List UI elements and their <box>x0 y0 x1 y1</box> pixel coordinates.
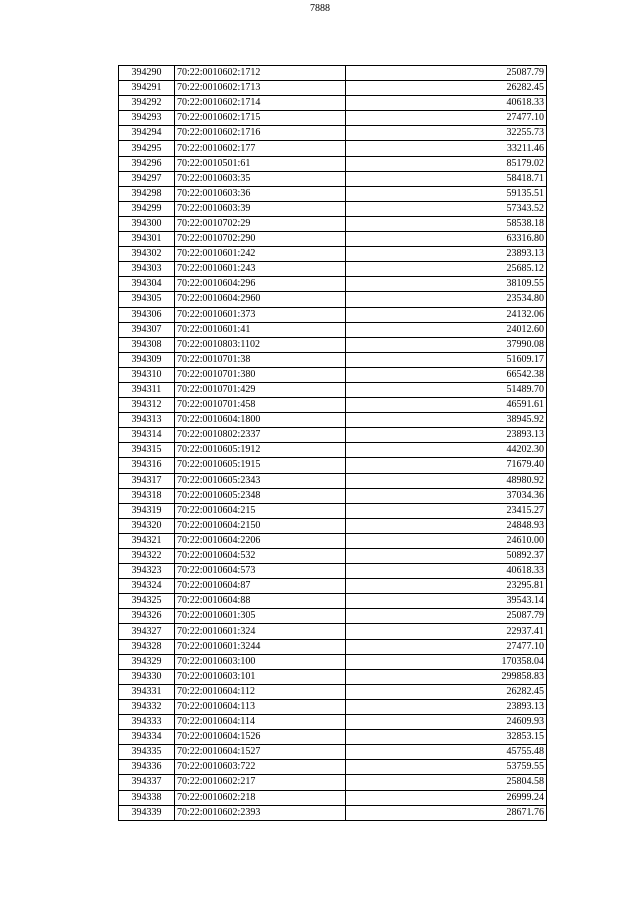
table-row <box>119 639 547 654</box>
table-row <box>119 594 547 609</box>
cadastral-number-cell: 70:22:0010603:722 <box>175 760 346 775</box>
table-row <box>119 760 547 775</box>
value-cell: 50892.37 <box>346 549 547 564</box>
table-row <box>119 382 547 397</box>
cadastral-number-cell: 70:22:0010604:573 <box>175 564 346 579</box>
table-row <box>119 398 547 413</box>
row-number-cell: 394324 <box>119 579 175 594</box>
value-cell: 37990.08 <box>346 337 547 352</box>
table-row <box>119 201 547 216</box>
table-row <box>119 111 547 126</box>
cadastral-number-cell: 70:22:0010602:2393 <box>175 805 346 820</box>
value-cell: 37034.36 <box>346 488 547 503</box>
cadastral-number-cell: 70:22:0010604:87 <box>175 579 346 594</box>
cadastral-number-cell: 70:22:0010604:88 <box>175 594 346 609</box>
table-row <box>119 262 547 277</box>
row-number-cell: 394326 <box>119 609 175 624</box>
cadastral-number-cell: 70:22:0010802:2337 <box>175 428 346 443</box>
row-number-cell: 394311 <box>119 382 175 397</box>
value-cell: 26999.24 <box>346 790 547 805</box>
cadastral-number-cell: 70:22:0010602:218 <box>175 790 346 805</box>
cadastral-number-cell: 70:22:0010603:39 <box>175 201 346 216</box>
row-number-cell: 394306 <box>119 307 175 322</box>
row-number-cell: 394328 <box>119 639 175 654</box>
value-cell: 51609.17 <box>346 352 547 367</box>
cadastral-number-cell: 70:22:0010601:242 <box>175 247 346 262</box>
table-row <box>119 247 547 262</box>
value-cell: 32853.15 <box>346 730 547 745</box>
value-cell: 40618.33 <box>346 564 547 579</box>
row-number-cell: 394300 <box>119 216 175 231</box>
table-row <box>119 232 547 247</box>
table-row <box>119 684 547 699</box>
row-number-cell: 394304 <box>119 277 175 292</box>
table-row <box>119 216 547 231</box>
cadastral-number-cell: 70:22:0010602:1714 <box>175 96 346 111</box>
value-cell: 24132.06 <box>346 307 547 322</box>
row-number-cell: 394336 <box>119 760 175 775</box>
row-number-cell: 394317 <box>119 473 175 488</box>
cadastral-number-cell: 70:22:0010604:2960 <box>175 292 346 307</box>
row-number-cell: 394296 <box>119 156 175 171</box>
row-number-cell: 394308 <box>119 337 175 352</box>
value-cell: 32255.73 <box>346 126 547 141</box>
value-cell: 33211.46 <box>346 141 547 156</box>
row-number-cell: 394323 <box>119 564 175 579</box>
value-cell: 46591.61 <box>346 398 547 413</box>
cadastral-number-cell: 70:22:0010604:2150 <box>175 518 346 533</box>
cadastral-number-cell: 70:22:0010604:113 <box>175 699 346 714</box>
table-row <box>119 322 547 337</box>
table-row <box>119 367 547 382</box>
value-cell: 24609.93 <box>346 715 547 730</box>
value-cell: 23893.13 <box>346 247 547 262</box>
table-row <box>119 277 547 292</box>
value-cell: 24610.00 <box>346 533 547 548</box>
table-row <box>119 126 547 141</box>
value-cell: 39543.14 <box>346 594 547 609</box>
table-row <box>119 669 547 684</box>
cadastral-number-cell: 70:22:0010602:217 <box>175 775 346 790</box>
table-row <box>119 352 547 367</box>
value-cell: 59135.51 <box>346 186 547 201</box>
cadastral-number-cell: 70:22:0010601:373 <box>175 307 346 322</box>
row-number-cell: 394293 <box>119 111 175 126</box>
value-cell: 38109.55 <box>346 277 547 292</box>
table-row <box>119 307 547 322</box>
row-number-cell: 394337 <box>119 775 175 790</box>
value-cell: 45755.48 <box>346 745 547 760</box>
row-number-cell: 394309 <box>119 352 175 367</box>
table-row <box>119 699 547 714</box>
table-row <box>119 654 547 669</box>
value-cell: 27477.10 <box>346 639 547 654</box>
row-number-cell: 394295 <box>119 141 175 156</box>
table-row <box>119 745 547 760</box>
row-number-cell: 394316 <box>119 458 175 473</box>
row-number-cell: 394327 <box>119 624 175 639</box>
cadastral-number-cell: 70:22:0010702:290 <box>175 232 346 247</box>
table-row <box>119 533 547 548</box>
cadastral-number-cell: 70:22:0010701:458 <box>175 398 346 413</box>
table-row <box>119 503 547 518</box>
value-cell: 299858.83 <box>346 669 547 684</box>
row-number-cell: 394338 <box>119 790 175 805</box>
value-cell: 23534.80 <box>346 292 547 307</box>
row-number-cell: 394320 <box>119 518 175 533</box>
value-cell: 25804.58 <box>346 775 547 790</box>
cadastral-number-cell: 70:22:0010601:3244 <box>175 639 346 654</box>
value-cell: 25087.79 <box>346 66 547 81</box>
cadastral-number-cell: 70:22:0010701:429 <box>175 382 346 397</box>
row-number-cell: 394303 <box>119 262 175 277</box>
table-row <box>119 805 547 820</box>
cadastral-number-cell: 70:22:0010603:36 <box>175 186 346 201</box>
cadastral-number-cell: 70:22:0010602:1712 <box>175 66 346 81</box>
cadastral-number-cell: 70:22:0010702:29 <box>175 216 346 231</box>
row-number-cell: 394301 <box>119 232 175 247</box>
value-cell: 57343.52 <box>346 201 547 216</box>
row-number-cell: 394313 <box>119 413 175 428</box>
row-number-cell: 394302 <box>119 247 175 262</box>
value-cell: 71679.40 <box>346 458 547 473</box>
table-row <box>119 624 547 639</box>
value-cell: 24848.93 <box>346 518 547 533</box>
row-number-cell: 394291 <box>119 81 175 96</box>
row-number-cell: 394315 <box>119 443 175 458</box>
cadastral-number-cell: 70:22:0010701:38 <box>175 352 346 367</box>
cadastral-number-cell: 70:22:0010604:2206 <box>175 533 346 548</box>
cadastral-number-cell: 70:22:0010604:296 <box>175 277 346 292</box>
cadastral-number-cell: 70:22:0010603:100 <box>175 654 346 669</box>
value-cell: 23893.13 <box>346 428 547 443</box>
value-cell: 38945.92 <box>346 413 547 428</box>
row-number-cell: 394331 <box>119 684 175 699</box>
value-cell: 40618.33 <box>346 96 547 111</box>
row-number-cell: 394318 <box>119 488 175 503</box>
table-row <box>119 337 547 352</box>
value-cell: 23295.81 <box>346 579 547 594</box>
value-cell: 66542.38 <box>346 367 547 382</box>
cadastral-number-cell: 70:22:0010604:532 <box>175 549 346 564</box>
table-row <box>119 579 547 594</box>
value-cell: 51489.70 <box>346 382 547 397</box>
table-row <box>119 549 547 564</box>
table-row <box>119 141 547 156</box>
table-row <box>119 443 547 458</box>
table-row <box>119 790 547 805</box>
value-cell: 27477.10 <box>346 111 547 126</box>
table-row <box>119 715 547 730</box>
row-number-cell: 394299 <box>119 201 175 216</box>
row-number-cell: 394312 <box>119 398 175 413</box>
cadastral-number-cell: 70:22:0010601:243 <box>175 262 346 277</box>
row-number-cell: 394334 <box>119 730 175 745</box>
cadastral-number-cell: 70:22:0010605:1915 <box>175 458 346 473</box>
row-number-cell: 394298 <box>119 186 175 201</box>
table-row <box>119 488 547 503</box>
cadastral-number-cell: 70:22:0010601:41 <box>175 322 346 337</box>
cadastral-number-cell: 70:22:0010604:215 <box>175 503 346 518</box>
row-number-cell: 394321 <box>119 533 175 548</box>
row-number-cell: 394305 <box>119 292 175 307</box>
table-row <box>119 775 547 790</box>
row-number-cell: 394319 <box>119 503 175 518</box>
table-row <box>119 156 547 171</box>
table-row <box>119 66 547 81</box>
table-row <box>119 81 547 96</box>
row-number-cell: 394294 <box>119 126 175 141</box>
table-row <box>119 413 547 428</box>
value-cell: 23893.13 <box>346 699 547 714</box>
value-cell: 170358.04 <box>346 654 547 669</box>
cadastral-number-cell: 70:22:0010604:1526 <box>175 730 346 745</box>
table-row <box>119 186 547 201</box>
cadastral-number-cell: 70:22:0010605:2348 <box>175 488 346 503</box>
table-body <box>119 66 547 821</box>
row-number-cell: 394333 <box>119 715 175 730</box>
table-row <box>119 564 547 579</box>
cadastral-number-cell: 70:22:0010603:101 <box>175 669 346 684</box>
cadastral-number-cell: 70:22:0010602:177 <box>175 141 346 156</box>
table-row <box>119 518 547 533</box>
value-cell: 22937.41 <box>346 624 547 639</box>
value-cell: 48980.92 <box>346 473 547 488</box>
row-number-cell: 394332 <box>119 699 175 714</box>
cadastral-number-cell: 70:22:0010602:1716 <box>175 126 346 141</box>
row-number-cell: 394335 <box>119 745 175 760</box>
table-row <box>119 292 547 307</box>
cadastral-number-cell: 70:22:0010803:1102 <box>175 337 346 352</box>
row-number-cell: 394297 <box>119 171 175 186</box>
cadastral-number-cell: 70:22:0010601:305 <box>175 609 346 624</box>
value-cell: 25685.12 <box>346 262 547 277</box>
row-number-cell: 394330 <box>119 669 175 684</box>
cadastral-number-cell: 70:22:0010603:35 <box>175 171 346 186</box>
value-cell: 25087.79 <box>346 609 547 624</box>
cadastral-number-cell: 70:22:0010601:324 <box>175 624 346 639</box>
row-number-cell: 394292 <box>119 96 175 111</box>
row-number-cell: 394307 <box>119 322 175 337</box>
data-table <box>118 65 547 821</box>
cadastral-number-cell: 70:22:0010604:114 <box>175 715 346 730</box>
cadastral-number-cell: 70:22:0010604:1527 <box>175 745 346 760</box>
cadastral-number-cell: 70:22:0010605:2343 <box>175 473 346 488</box>
value-cell: 28671.76 <box>346 805 547 820</box>
cadastral-number-cell: 70:22:0010605:1912 <box>175 443 346 458</box>
row-number-cell: 394310 <box>119 367 175 382</box>
cadastral-number-cell: 70:22:0010602:1715 <box>175 111 346 126</box>
value-cell: 26282.45 <box>346 81 547 96</box>
table-row <box>119 428 547 443</box>
value-cell: 63316.80 <box>346 232 547 247</box>
value-cell: 26282.45 <box>346 684 547 699</box>
row-number-cell: 394314 <box>119 428 175 443</box>
row-number-cell: 394322 <box>119 549 175 564</box>
value-cell: 58538.18 <box>346 216 547 231</box>
cadastral-number-cell: 70:22:0010604:1800 <box>175 413 346 428</box>
value-cell: 58418.71 <box>346 171 547 186</box>
table-row <box>119 96 547 111</box>
table-row <box>119 458 547 473</box>
page-number: 7888 <box>310 3 330 14</box>
cadastral-number-cell: 70:22:0010604:112 <box>175 684 346 699</box>
value-cell: 53759.55 <box>346 760 547 775</box>
table-row <box>119 473 547 488</box>
table-row <box>119 171 547 186</box>
table-row <box>119 609 547 624</box>
row-number-cell: 394329 <box>119 654 175 669</box>
value-cell: 85179.02 <box>346 156 547 171</box>
row-number-cell: 394325 <box>119 594 175 609</box>
row-number-cell: 394290 <box>119 66 175 81</box>
value-cell: 44202.30 <box>346 443 547 458</box>
cadastral-number-cell: 70:22:0010602:1713 <box>175 81 346 96</box>
cadastral-number-cell: 70:22:0010501:61 <box>175 156 346 171</box>
value-cell: 23415.27 <box>346 503 547 518</box>
cadastral-number-cell: 70:22:0010701:380 <box>175 367 346 382</box>
row-number-cell: 394339 <box>119 805 175 820</box>
value-cell: 24012.60 <box>346 322 547 337</box>
table-row <box>119 730 547 745</box>
